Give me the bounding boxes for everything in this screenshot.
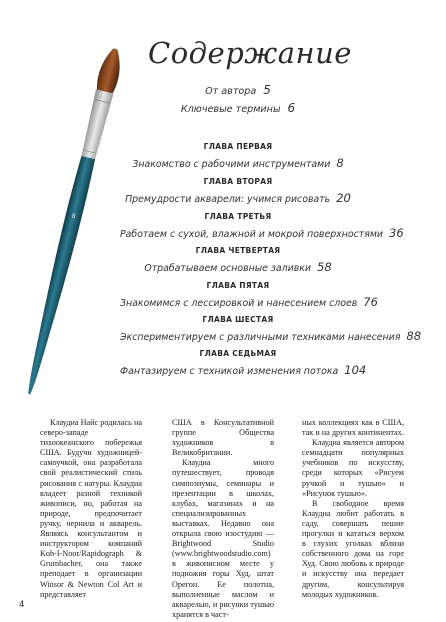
chapter-title: Экспериментируем с различными техниками нанесения (120, 332, 401, 343)
brush-size-label: 8 (70, 212, 77, 221)
paintbrush-illustration (18, 38, 130, 408)
chapter-page: 36 (389, 226, 404, 240)
toc-front-page: 5 (263, 83, 271, 97)
toc-front-label: Ключевые термины (180, 104, 281, 115)
toc-chapter[interactable] (120, 315, 422, 343)
chapter-label: ГЛАВА ПЕРВАЯ (203, 142, 273, 151)
bio-column-2 (172, 418, 274, 620)
bio-paragraph: Клаудиа является автором семнадцати популярных учебников по искусству, среди которых «Рисуем ручкой и тушью» и «Рисунок тушью». (302, 438, 404, 498)
brush-handle (21, 156, 96, 397)
chapter-title: Фантазируем с техникой изменения потока (120, 366, 339, 377)
chapter-page: 20 (336, 191, 351, 205)
page-number: 4 (19, 600, 25, 610)
chapter-page: 88 (406, 329, 422, 343)
toc-chapter[interactable] (120, 212, 404, 240)
bio-column-1 (40, 418, 142, 600)
chapter-title: Знакомство с рабочими инструментами (132, 159, 331, 170)
chapter-label: ГЛАВА СЕДЬМАЯ (199, 349, 277, 358)
chapter-title: Знакомимся с лессировкой и нанесением слоев (120, 298, 358, 309)
bio-paragraph: В свободное время Клаудиа любит работать в саду, совершать пешие прогулки и кататься верхом в глухих уголках вблизи собственного дома на горе Худ. Свою любовь к природе и искусству она передает другим, консультируя молодых художников. (302, 498, 404, 599)
toc-front-item[interactable] (120, 101, 356, 115)
chapter-page: 104 (344, 363, 367, 377)
chapter-title: Отрабатываем основные заливки (144, 263, 312, 274)
toc-chapter[interactable] (120, 281, 378, 309)
page-title: Содержание (148, 36, 352, 70)
chapter-label: ГЛАВА ТРЕТЬЯ (204, 212, 272, 221)
bio-paragraph: Клаудиа Найс родилась на северо-западе тихоокеанского побережья США. Будучи художницей-самоучкой, она разработала свой реалистический стиль рисования с натуры. Клаудиа владеет разной техникой живописи, но, работая на природе, предпочитает ручку, чернила и акварель. Являясь консультантом и инструктором компаний Koh-I-Noor/Rapidograph & Grumbacher, она также преподает в организации Winsor & Newton Col Art и представляет (40, 418, 142, 599)
chapter-label: ГЛАВА ВТОРАЯ (203, 177, 273, 186)
bio-paragraph: ных коллекциях как в США, так и на других континентах. (302, 418, 404, 438)
bio-paragraph: Клаудиа много путешествует, проводя симпозиумы, семинары и презентации в школах, клубах, магазинах и на специализированных выставках. Недавно она открыла свою изостудию — Brightwood Studio (www.brightwoodstudio.com) в живописном месте у подножия горы Худ, штат Орегон. Ее полотна, выполненные маслом и акварелью, и рисунки тушью хранятся в част- (172, 458, 274, 619)
chapter-label: ГЛАВА ПЯТАЯ (206, 281, 270, 290)
toc-front-page: 6 (287, 101, 296, 115)
chapter-label: ГЛАВА ЧЕТВЕРТАЯ (195, 246, 281, 255)
bio-paragraph: США в Консультативной группе Общества художников в Великобритании. (172, 418, 274, 458)
chapter-title: Премудрости акварели: учимся рисовать (125, 194, 331, 205)
toc-front-label: От автора (205, 86, 257, 97)
toc-chapter[interactable] (120, 142, 356, 170)
chapter-page: 58 (317, 260, 332, 274)
toc-chapter[interactable] (120, 177, 356, 205)
toc-chapter[interactable] (120, 349, 367, 377)
chapter-page: 76 (363, 295, 378, 309)
chapter-title: Работаем с сухой, влажной и мокрой поверхностями (120, 229, 384, 240)
bio-column-3 (302, 418, 404, 600)
toc-front-item[interactable] (120, 83, 356, 97)
chapter-label: ГЛАВА ШЕСТАЯ (202, 315, 274, 324)
chapter-page: 8 (336, 156, 344, 170)
toc-chapter[interactable] (120, 246, 356, 274)
